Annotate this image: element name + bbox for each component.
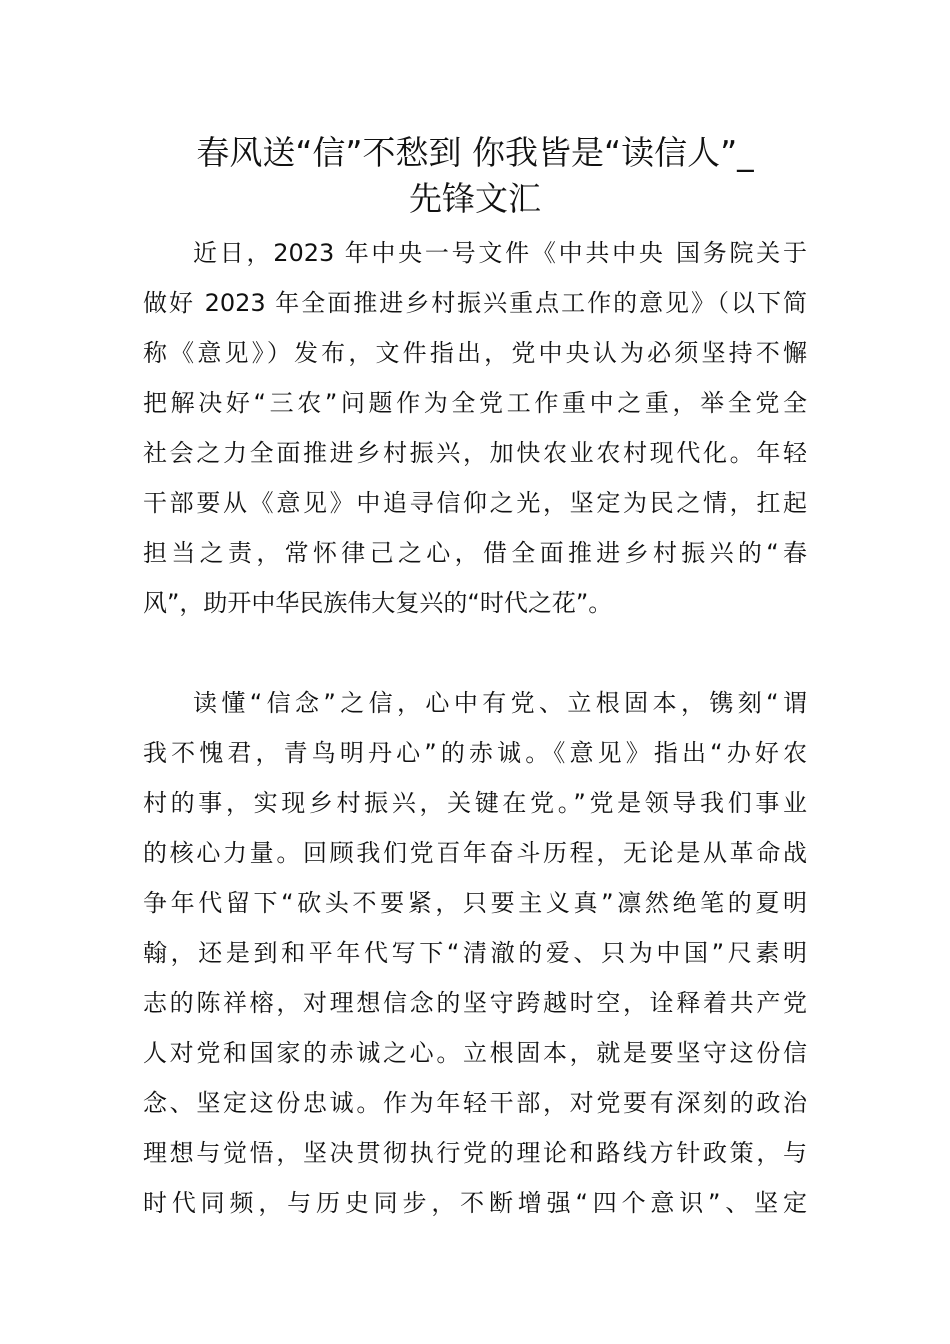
text-line: 称《意见》）发布，文件指出，党中央认为必须坚持不懈 xyxy=(143,339,807,367)
text-line: 争年代留下“砍头不要紧，只要主义真”凛然绝笔的夏明 xyxy=(143,889,807,917)
title-line-1: 春风送“信”不愁到 你我皆是“读信人”_ xyxy=(196,133,754,172)
document-title xyxy=(140,130,810,222)
text-line: 社会之力全面推进乡村振兴，加快农业农村现代化。年轻 xyxy=(143,439,807,467)
text-line: 干部要从《意见》中追寻信仰之光，坚定为民之情，扛起 xyxy=(143,489,807,517)
text-line: 翰，还是到和平年代写下“清澈的爱、只为中国”尺素明 xyxy=(143,939,807,967)
text-line: 近日，2023 年中央一号文件《中共中央 国务院关于 xyxy=(193,239,807,267)
text-line: 村的事，实现乡村振兴，关键在党。”党是领导我们事业 xyxy=(143,789,807,817)
document-body xyxy=(143,228,807,1228)
title-line-2: 先锋文汇 xyxy=(409,179,541,218)
text-line: 风”，助开中华民族伟大复兴的“时代之花”。 xyxy=(143,589,613,617)
text-line: 把解决好“三农”问题作为全党工作重中之重，举全党全 xyxy=(143,389,807,417)
paragraph-2 xyxy=(143,678,807,1228)
paragraph-1 xyxy=(143,228,807,628)
text-line: 志的陈祥榕，对理想信念的坚守跨越时空，诠释着共产党 xyxy=(143,989,807,1017)
text-line: 读懂“信念”之信，心中有党、立根固本，镌刻“谓 xyxy=(193,689,807,717)
text-line: 念、坚定这份忠诚。作为年轻干部，对党要有深刻的政治 xyxy=(143,1089,807,1117)
text-line: 理想与觉悟，坚决贯彻执行党的理论和路线方针政策，与 xyxy=(143,1139,807,1167)
text-line: 人对党和国家的赤诚之心。立根固本，就是要坚守这份信 xyxy=(143,1039,807,1067)
text-line: 的核心力量。回顾我们党百年奋斗历程，无论是从革命战 xyxy=(143,839,807,867)
text-line: 担当之责，常怀律己之心，借全面推进乡村振兴的“春 xyxy=(143,539,807,567)
text-line: 时代同频，与历史同步，不断增强“四个意识”、坚定 xyxy=(143,1189,807,1217)
paragraph-gap xyxy=(143,628,807,678)
text-line: 做好 2023 年全面推进乡村振兴重点工作的意见》（以下简 xyxy=(143,289,807,317)
text-line: 我不愧君，青鸟明丹心”的赤诚。《意见》指出“办好农 xyxy=(143,739,807,767)
